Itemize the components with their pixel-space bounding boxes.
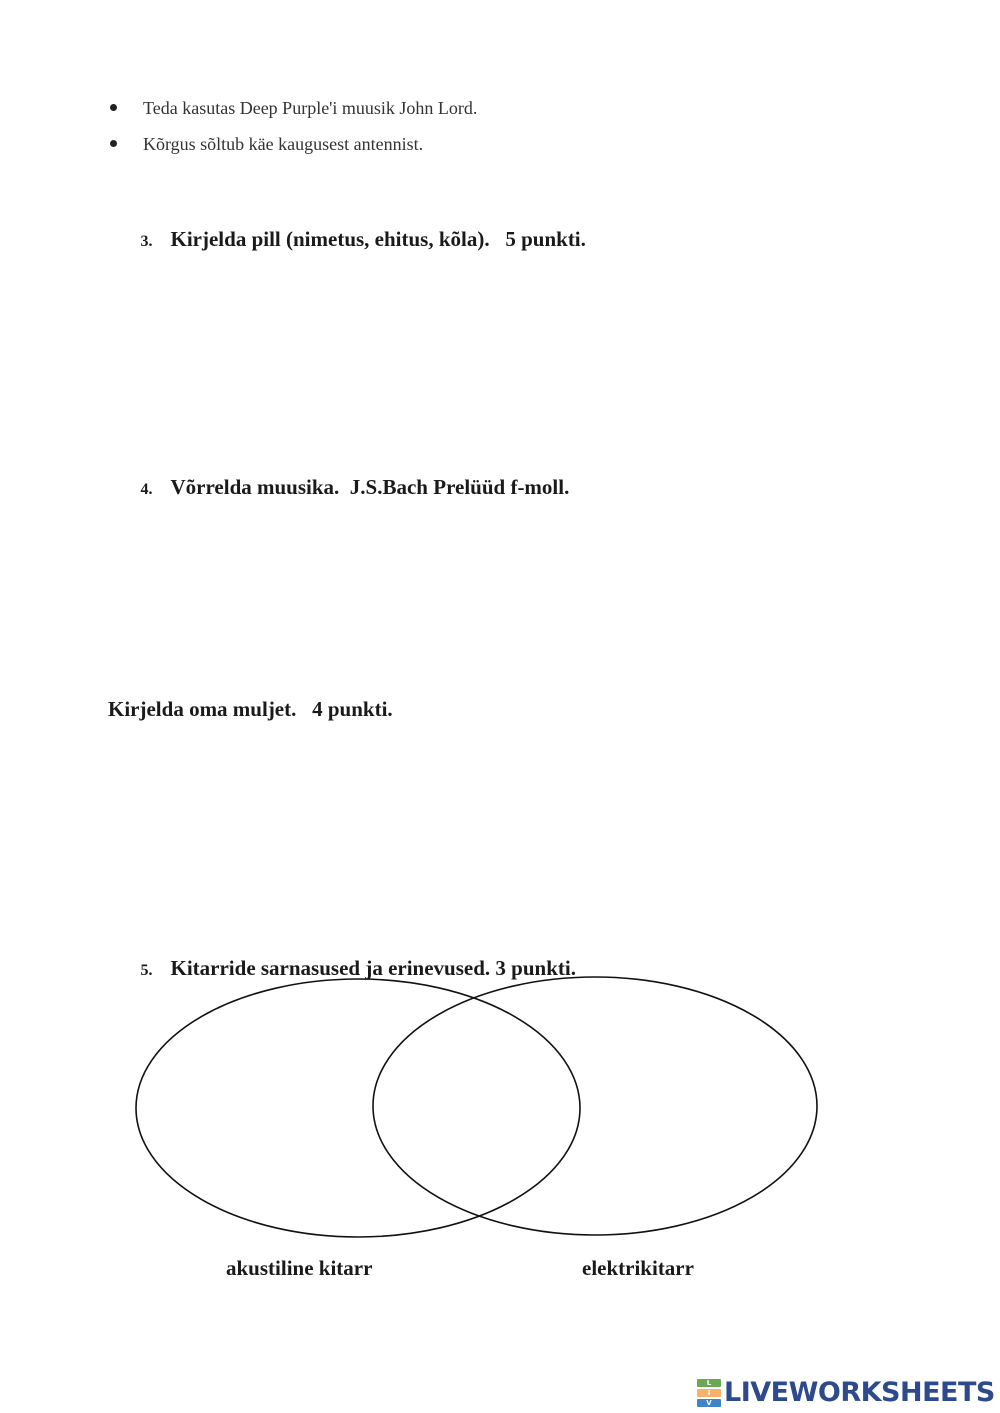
badge-letter-i: I	[697, 1389, 721, 1397]
venn-right-circle	[373, 977, 817, 1235]
question-4-number: 4.	[140, 481, 153, 498]
liveworksheets-logo	[697, 1378, 995, 1408]
venn-right-label: elektrikitarr	[582, 1256, 694, 1280]
venn-left-label: akustiline kitarr	[226, 1256, 373, 1280]
badge-letter-v: V	[697, 1399, 721, 1407]
question-3-text: Kirjelda pill (nimetus, ehitus, kõla). 5 punkti.	[170, 227, 586, 251]
brand-text-rest: IVEWORKSHEETS	[740, 1377, 995, 1408]
bullet-text-1: Teda kasutas Deep Purple'i muusik John Lord.	[143, 98, 478, 118]
bullet-text-2: Kõrgus sõltub käe kaugusest antennist.	[143, 134, 424, 154]
question-4-text: Võrrelda muusika. J.S.Bach Prelüüd f-moll.	[170, 475, 570, 499]
impression-prompt: Kirjelda oma muljet. 4 punkti.	[108, 697, 393, 721]
question-5-number: 5.	[140, 962, 153, 979]
brand-text	[724, 1378, 995, 1408]
question-3-number: 3.	[140, 233, 153, 250]
question-5-text: Kitarride sarnasused ja erinevused. 3 punkti.	[170, 956, 576, 980]
live-badge-icon	[697, 1379, 721, 1407]
brand-text-first: L	[724, 1377, 741, 1408]
badge-letter-l: L	[697, 1379, 721, 1387]
venn-left-circle	[136, 979, 580, 1237]
